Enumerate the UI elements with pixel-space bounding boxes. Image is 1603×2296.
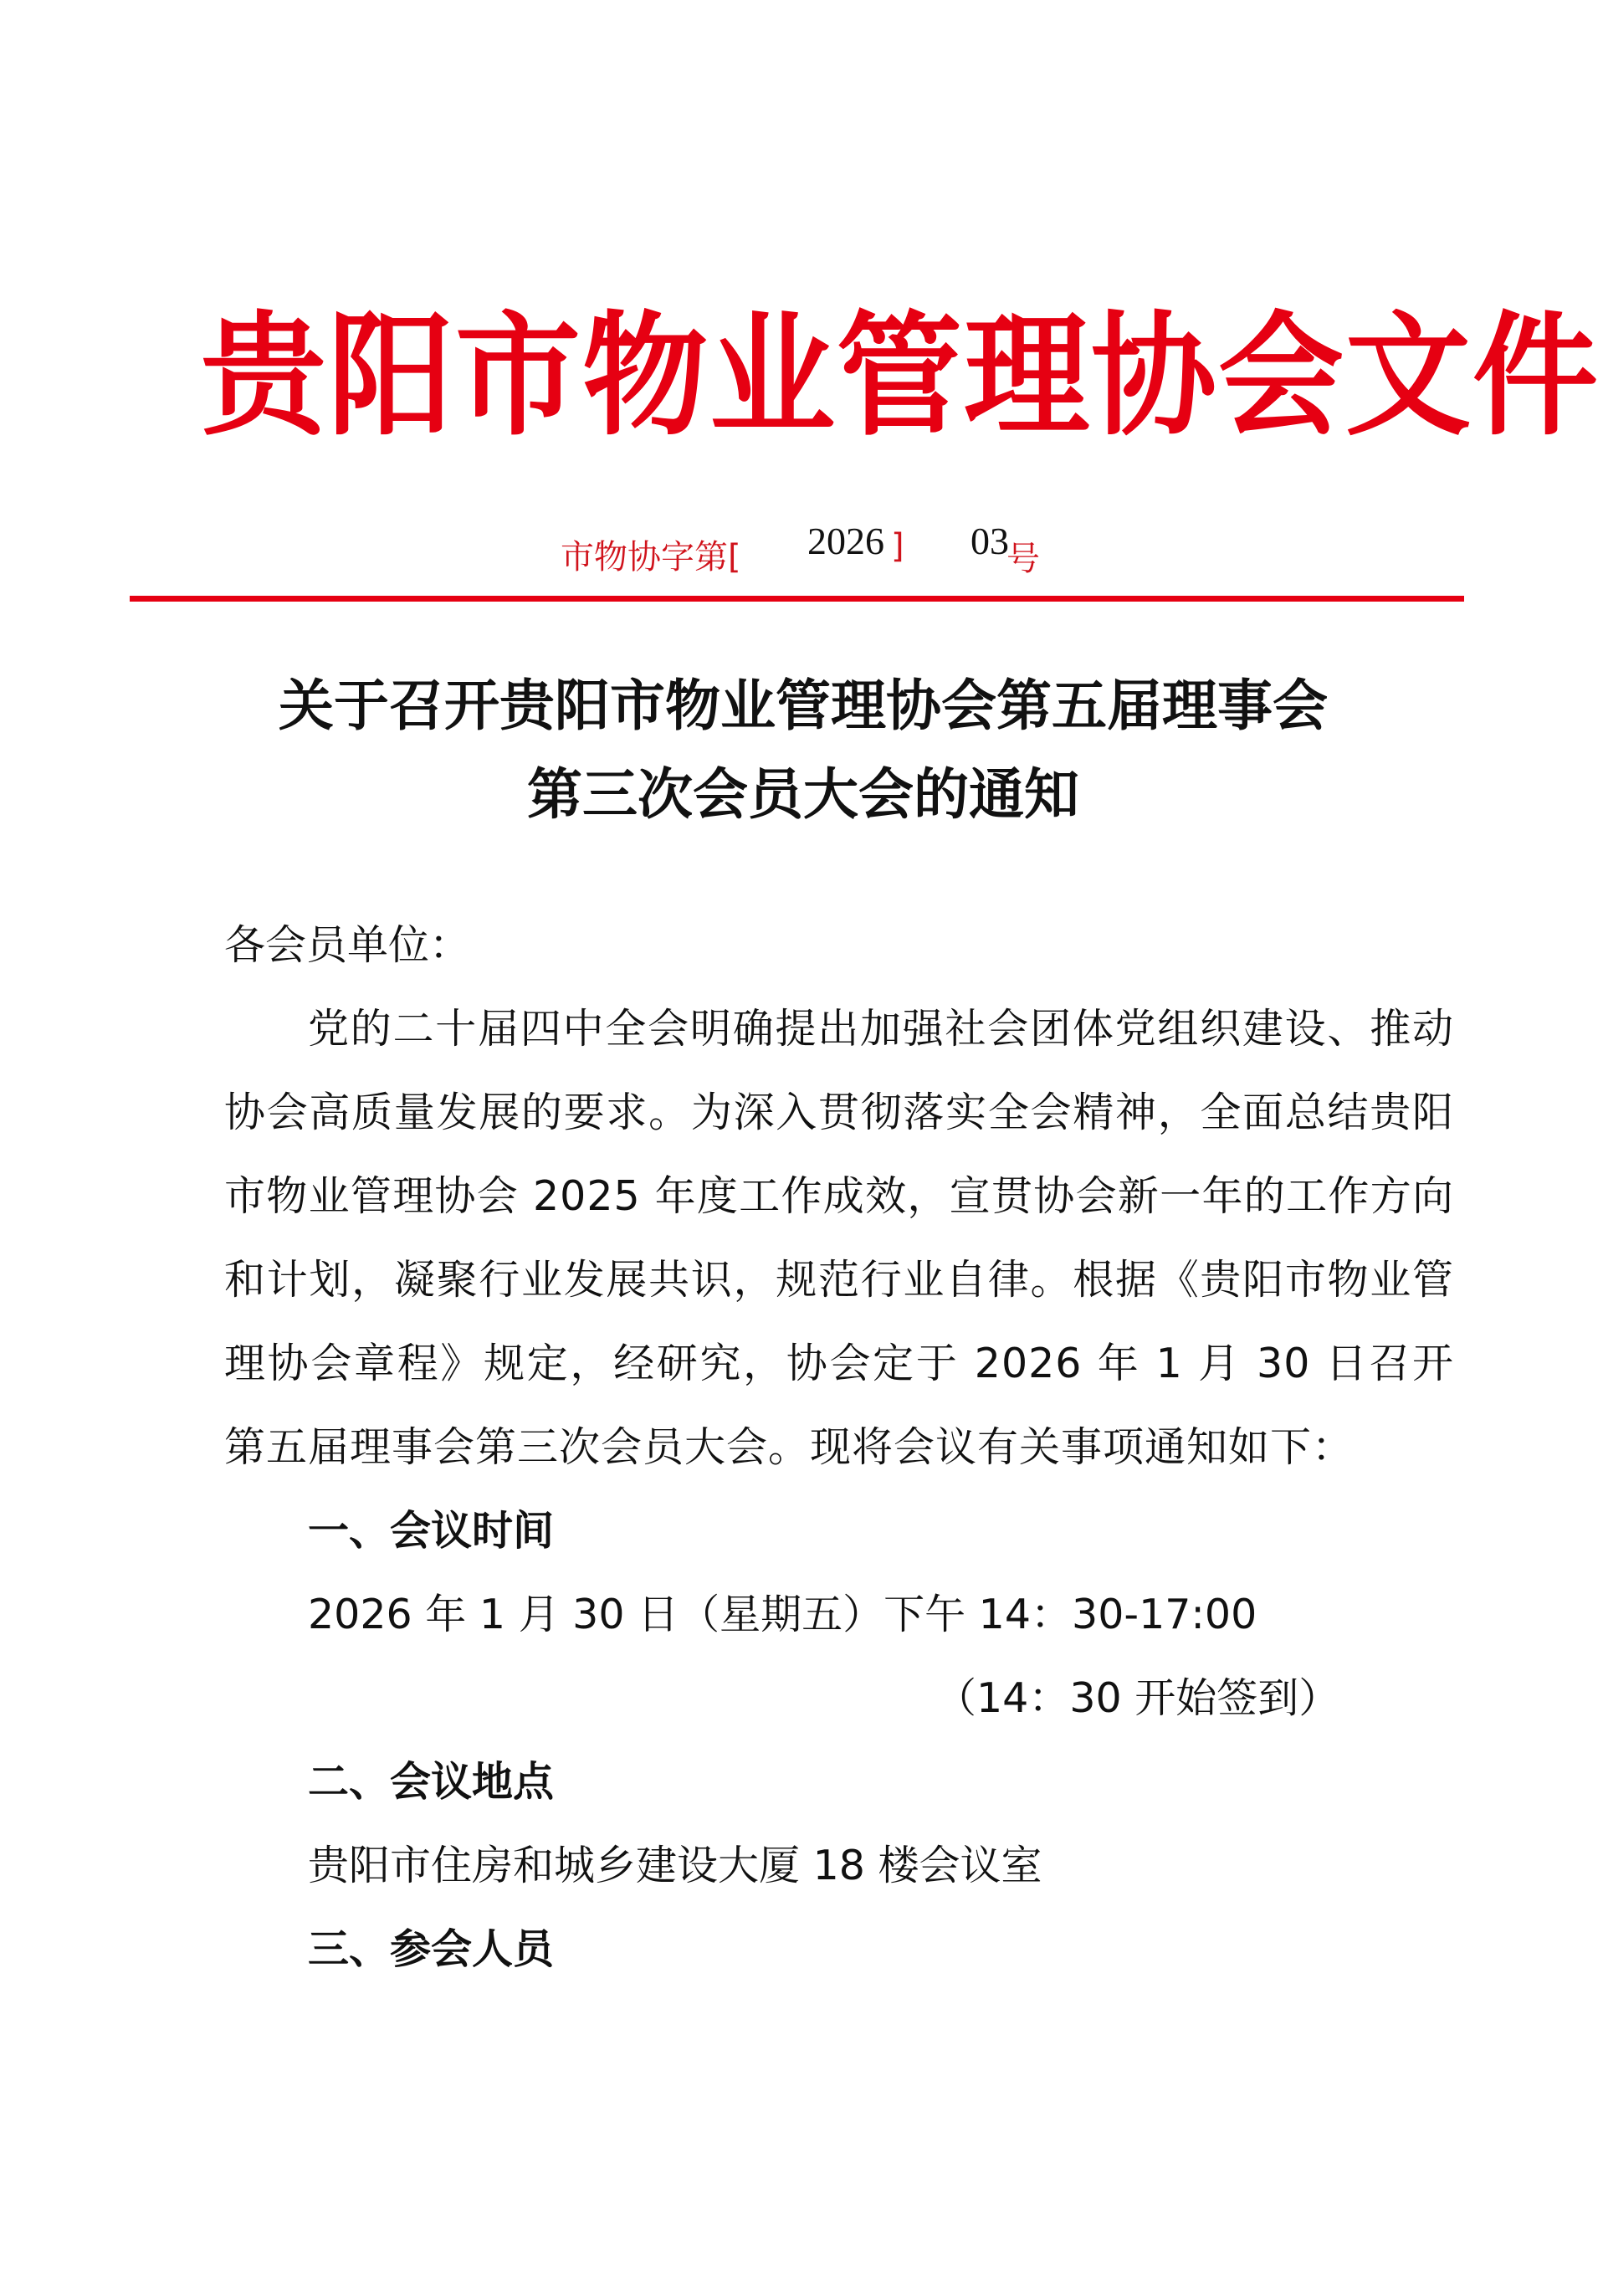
masthead-title: 贵阳市物业管理协会文件 <box>201 300 1600 454</box>
section-heading-location: 二、会议地点 <box>308 1758 555 1806</box>
doc-number-year: 2026 <box>807 520 884 562</box>
section-heading-time: 一、会议时间 <box>308 1507 555 1555</box>
document-number <box>561 519 1063 578</box>
doc-number-suffix: 号 <box>1006 540 1040 578</box>
meeting-time: 2026 年 1 月 30 日（星期五）下午 14：30-17:00 <box>308 1591 1257 1638</box>
notice-body <box>224 904 1454 1991</box>
notice-title-line-2: 第三次会员大会的通知 <box>527 761 1079 827</box>
sign-in-time: （14：30 开始签到） <box>935 1674 1340 1722</box>
doc-number-prefix: 市物协字第[ <box>561 538 741 577</box>
doc-number-sequence: 03 <box>971 520 1009 562</box>
notice-title <box>134 661 1472 838</box>
notice-title-line-1: 关于召开贵阳市物业管理协会第五届理事会 <box>279 673 1328 738</box>
doc-number-close-bracket: ] <box>891 527 904 566</box>
salutation: 各会员单位： <box>224 921 471 969</box>
intro-paragraph: 党的二十届四中全会明确提出加强社会团体党组织建设、推动协会高质量发展的要求。为深入贯彻落实全会精神，全面总结贵阳市物业管理协会 2025 年度工作成效，宣贯协会新一年的工作方向和计划，凝聚行业发展共识，规范行业自律。根据《贵阳市物业管理协会章程》规定，经研究，协会定于 2026 年 1 月 30 日召开第五届理事会第三次会员大会。现将会议有关事项通知如下： <box>224 1005 1454 1471</box>
section-heading-attendees: 三、参会人员 <box>308 1925 555 1973</box>
red-divider-line <box>130 596 1464 602</box>
meeting-location: 贵阳市住房和城乡建设大厦 18 楼会议室 <box>308 1842 1042 1889</box>
